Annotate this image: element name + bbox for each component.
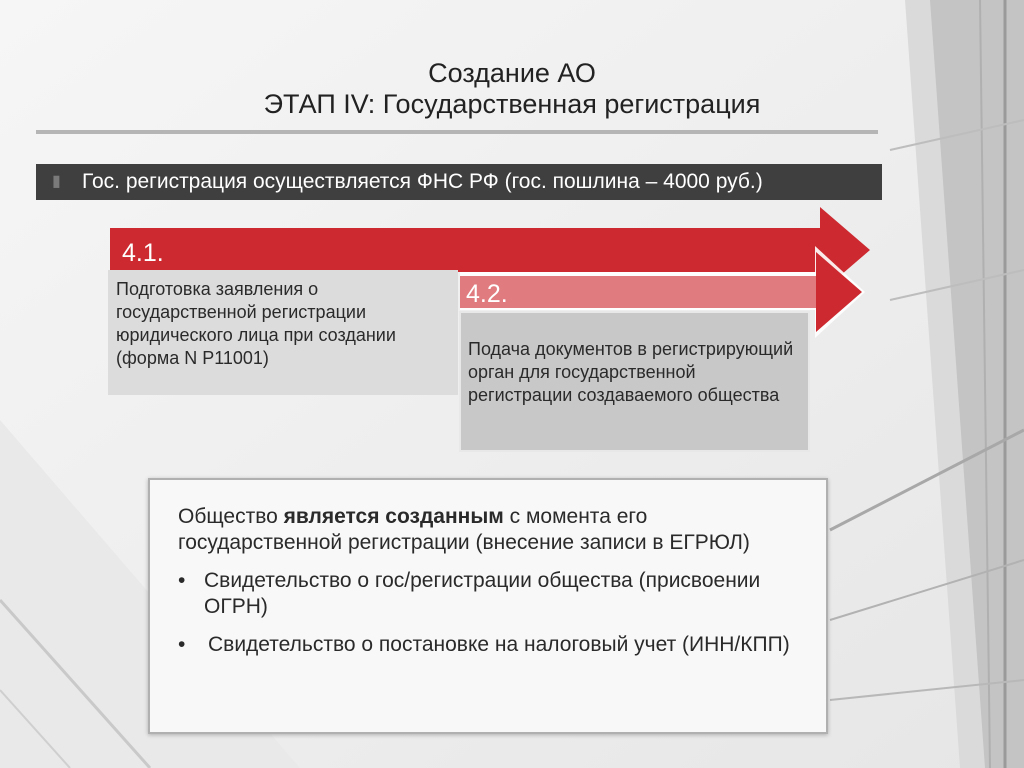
step-1-text: Подготовка заявления о государственной регистрации юридического лица при создании (форма N Р11001) bbox=[116, 279, 396, 368]
arrow-step-2-band bbox=[460, 276, 816, 308]
bullet-icon: • bbox=[178, 569, 186, 592]
info-bold-phrase: является созданным bbox=[283, 505, 504, 528]
slide-title-line1: Создание АО bbox=[428, 58, 596, 88]
info-bullet-1 bbox=[178, 568, 796, 620]
step-1-box bbox=[108, 270, 458, 395]
step-1-number: 4.1. bbox=[122, 239, 164, 267]
info-bullet-2-text: Свидетельство о постановке на налоговый учет (ИНН/КПП) bbox=[208, 633, 790, 656]
info-bullet-2 bbox=[178, 632, 796, 658]
banner-bullet-icon: ▮ bbox=[52, 173, 61, 190]
info-box bbox=[148, 478, 828, 734]
banner-text: Гос. регистрация осуществляется ФНС РФ (гос. пошлина – 4000 руб.) bbox=[82, 170, 763, 193]
step-2-number: 4.2. bbox=[466, 280, 508, 308]
info-paragraph: Общество является созданным с момента его государственной регистрации (внесение записи в ЕГРЮЛ) bbox=[178, 505, 750, 554]
bullet-icon: • bbox=[178, 633, 186, 656]
step-2-box bbox=[459, 311, 810, 452]
info-bullet-1-text: Свидетельство о гос/регистрации общества (присвоении ОГРН) bbox=[204, 569, 761, 618]
slide-title-line2: ЭТАП IV: Государственная регистрация bbox=[263, 89, 761, 119]
step-2-text: Подача документов в регистрирующий орган для государственной регистрации создаваемого общества bbox=[468, 339, 794, 405]
